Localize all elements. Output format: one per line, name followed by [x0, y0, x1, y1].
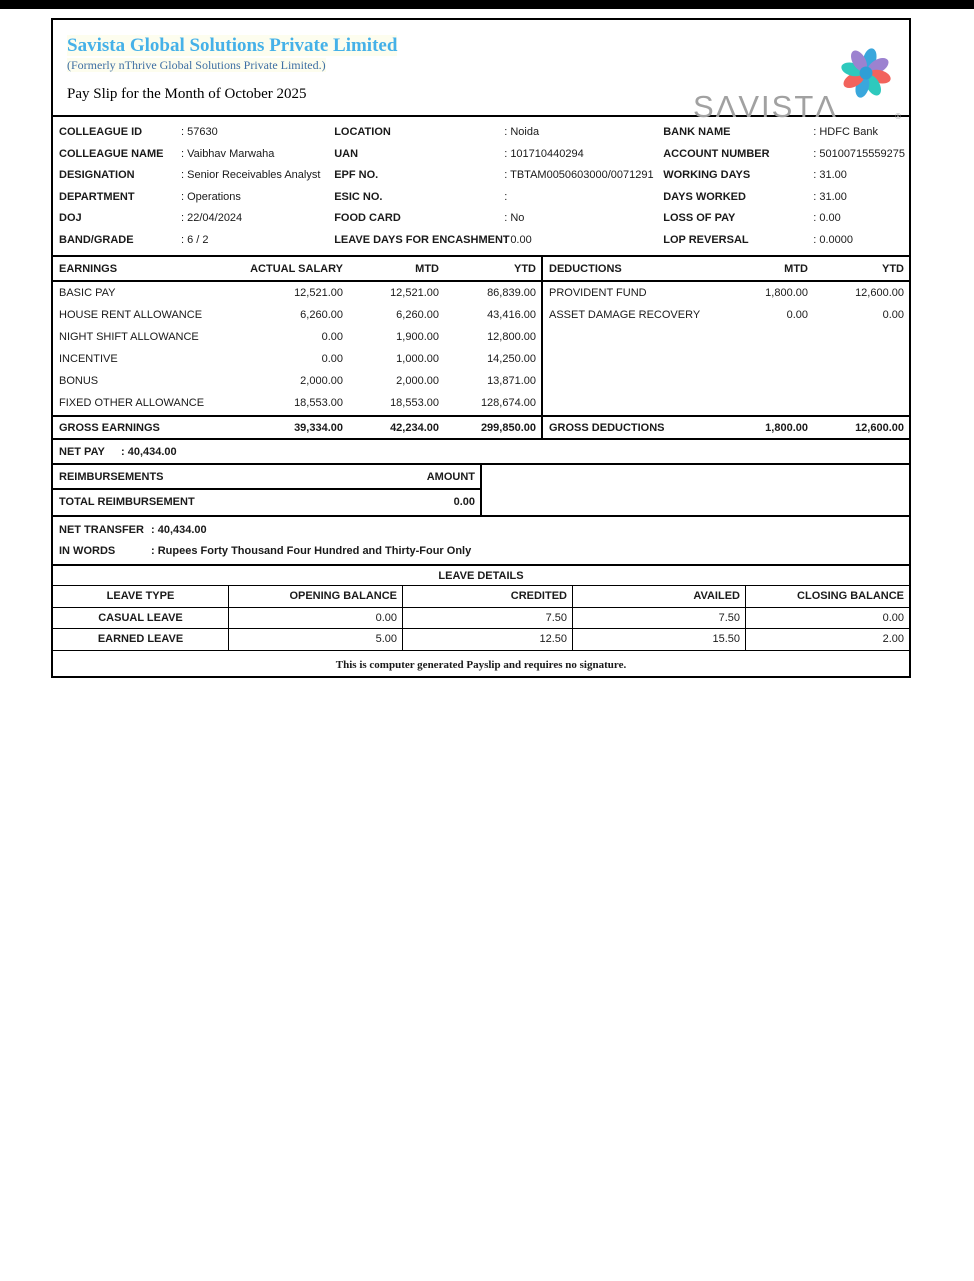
leave-opening: 0.00: [229, 608, 403, 629]
info-label: BAND/GRADE: [59, 233, 134, 246]
availed-header: AVAILED: [573, 586, 746, 607]
earning-actual: 2,000.00: [300, 375, 343, 387]
amount-header: AMOUNT: [426, 471, 475, 483]
info-label: LOCATION: [334, 126, 391, 138]
net-transfer-section: [53, 515, 909, 564]
payslip-header: [53, 20, 909, 124]
info-label: DAYS WORKED: [663, 190, 746, 203]
total-reimbursement-row: [53, 490, 480, 515]
leave-closing: 2.00: [882, 633, 904, 645]
mtd-header: MTD: [415, 263, 439, 275]
earning-ytd: 14,250.00: [487, 353, 536, 365]
info-column-right: [663, 122, 909, 251]
leave-availed: 15.50: [573, 629, 746, 650]
info-value: : TBTAM0050603000/0071291: [504, 169, 654, 181]
info-row-esic-no: [334, 187, 663, 209]
info-column-left: [53, 122, 334, 251]
info-value: : Operations: [181, 190, 241, 203]
reimbursements-table: [53, 465, 482, 515]
info-label: UAN: [334, 147, 359, 160]
deduction-row-asset-damage: [543, 304, 909, 326]
info-row-band-grade: [59, 230, 334, 252]
deductions-header-row: [543, 257, 909, 282]
info-label: LOP REVERSAL: [663, 233, 749, 246]
info-label: ESIC NO.: [334, 190, 383, 203]
reimbursements-section: [53, 463, 909, 515]
info-value: : 0.0000: [813, 233, 853, 246]
closing-balance-header: CLOSING BALANCE: [797, 590, 904, 602]
info-label: FOOD CARD: [334, 212, 401, 224]
company-former-text: (Formerly nThrive Global Solutions Private Limited.): [67, 58, 326, 72]
earning-actual: 6,260.00: [300, 309, 343, 321]
earning-row-basic-pay: [53, 282, 541, 304]
leave-type: CASUAL LEAVE: [53, 608, 229, 629]
info-row-location: [334, 122, 663, 144]
info-value: : HDFC Bank: [813, 126, 879, 138]
info-column-middle: [334, 122, 663, 251]
deductions-mtd-header: MTD: [784, 263, 808, 275]
info-value: : 31.00: [813, 190, 847, 203]
earning-ytd: 12,800.00: [487, 331, 536, 343]
leave-type-header: LEAVE TYPE: [53, 586, 229, 607]
info-value: : 101710440294: [504, 147, 584, 160]
logo-wordmark: SΛVISTΛ: [693, 89, 838, 124]
savista-logo: [689, 48, 899, 122]
leave-credited: 12.50: [403, 629, 573, 650]
deductions-ytd-header: YTD: [882, 263, 904, 275]
info-row-bank-name: [663, 122, 905, 144]
info-value: : 31.00: [813, 169, 847, 181]
earning-name: BONUS: [59, 375, 99, 387]
gross-earnings-ytd: 299,850.00: [480, 422, 536, 434]
net-transfer-value: : 40,434.00: [151, 524, 207, 536]
net-pay-label: NET PAY: [59, 446, 105, 458]
earning-mtd: 18,553.00: [390, 397, 439, 409]
earning-actual: 18,553.00: [294, 397, 343, 409]
reimbursements-header-row: [53, 465, 480, 490]
leave-header-row: [53, 586, 909, 608]
info-value: : Senior Receivables Analyst: [181, 169, 321, 181]
company-name-text: Savista Global Solutions Private Limited: [67, 35, 398, 56]
info-row-lop-reversal: [663, 230, 905, 252]
info-value: : 0.00: [504, 233, 532, 246]
earning-name: INCENTIVE: [59, 353, 118, 365]
deduction-ytd: 12,600.00: [855, 287, 904, 299]
leave-credited: 7.50: [403, 608, 573, 629]
info-label: COLLEAGUE ID: [59, 126, 143, 138]
info-value: : Vaibhav Marwaha: [181, 147, 275, 160]
earnings-rows: [53, 282, 541, 415]
earning-name: FIXED OTHER ALLOWANCE: [59, 397, 205, 409]
info-label: BANK NAME: [663, 126, 731, 138]
opening-balance-header: OPENING BALANCE: [229, 586, 403, 607]
earning-row-fixed-other: [53, 392, 541, 414]
earning-ytd: 86,839.00: [487, 287, 536, 299]
earnings-table: [53, 257, 543, 438]
total-reimbursement-value: 0.00: [453, 496, 475, 508]
leave-details-table: [53, 585, 909, 651]
gross-deductions-mtd: 1,800.00: [765, 422, 808, 434]
gross-deductions-label: GROSS DEDUCTIONS: [549, 422, 665, 434]
deduction-ytd: 0.00: [882, 309, 904, 321]
earnings-header: EARNINGS: [59, 263, 118, 275]
gross-deductions-row: [543, 415, 909, 438]
actual-salary-header: ACTUAL SALARY: [250, 263, 343, 275]
deduction-row-provident-fund: [543, 282, 909, 304]
info-row-designation: [59, 165, 334, 187]
deduction-rows: [543, 282, 909, 415]
info-row-leave-encashment: [334, 230, 663, 252]
earning-name: BASIC PAY: [59, 287, 116, 299]
registered-trademark-icon: ®: [895, 112, 901, 121]
info-label: EPF NO.: [334, 169, 379, 181]
leave-availed: 7.50: [573, 608, 746, 629]
info-label: ACCOUNT NUMBER: [663, 147, 770, 160]
leave-opening: 5.00: [229, 629, 403, 650]
total-reimbursement-label: TOTAL REIMBURSEMENT: [59, 496, 195, 508]
deductions-header: DEDUCTIONS: [549, 263, 622, 275]
info-value: : 50100715559275: [813, 147, 905, 160]
info-label: WORKING DAYS: [663, 169, 751, 181]
info-value: : No: [504, 212, 525, 224]
info-row-colleague-name: [59, 144, 334, 166]
info-row-loss-of-pay: [663, 208, 905, 230]
gross-earnings-mtd: 42,234.00: [390, 422, 439, 434]
earnings-deductions-section: [53, 255, 909, 438]
computer-generated-note: This is computer generated Payslip and requires no signature.: [335, 658, 627, 671]
earning-name: NIGHT SHIFT ALLOWANCE: [59, 331, 199, 343]
deduction-name: ASSET DAMAGE RECOVERY: [549, 309, 701, 321]
net-pay-row: [53, 438, 909, 463]
earning-ytd: 128,674.00: [480, 397, 536, 409]
in-words-row: [59, 541, 909, 562]
info-value: : 22/04/2024: [181, 212, 243, 224]
info-row-colleague-id: [59, 122, 334, 144]
info-label: LOSS OF PAY: [663, 212, 736, 224]
leave-details-title: LEAVE DETAILS: [53, 564, 909, 585]
in-words-value: : Rupees Forty Thousand Four Hundred and Thirty-Four Only: [151, 545, 472, 557]
payslip-document: [51, 18, 911, 678]
info-row-doj: [59, 208, 334, 230]
info-label: DEPARTMENT: [59, 190, 135, 203]
deduction-mtd: 0.00: [786, 309, 808, 321]
info-value: : 0.00: [813, 212, 841, 224]
leave-row-earned: [53, 629, 909, 651]
info-label: LEAVE DAYS FOR ENCASHMENT: [334, 233, 510, 246]
info-value: : 6 / 2: [181, 233, 209, 246]
employee-info-section: [53, 115, 909, 255]
info-value: : 57630: [181, 126, 218, 138]
earning-row-incentive: [53, 348, 541, 370]
earning-mtd: 2,000.00: [396, 375, 439, 387]
info-label: COLLEAGUE NAME: [59, 147, 164, 160]
net-transfer-row: [59, 520, 909, 541]
earning-ytd: 43,416.00: [487, 309, 536, 321]
payslip-month-title: Pay Slip for the Month of October 2025: [67, 86, 307, 102]
earnings-header-row: [53, 257, 541, 282]
earning-ytd: 13,871.00: [487, 375, 536, 387]
deduction-name: PROVIDENT FUND: [549, 287, 647, 299]
gross-earnings-actual: 39,334.00: [294, 422, 343, 434]
earning-row-bonus: [53, 370, 541, 392]
gross-earnings-row: [53, 415, 541, 438]
earning-mtd: 12,521.00: [390, 287, 439, 299]
pinwheel-flower-icon: [839, 46, 893, 100]
info-row-account-number: [663, 144, 905, 166]
info-value: : Noida: [504, 126, 540, 138]
deductions-table: [543, 257, 909, 438]
in-words-label: IN WORDS: [59, 545, 116, 557]
earning-actual: 12,521.00: [294, 287, 343, 299]
leave-closing: 0.00: [882, 611, 904, 624]
earning-mtd: 1,900.00: [396, 331, 439, 343]
credited-header: CREDITED: [403, 586, 573, 607]
info-row-department: [59, 187, 334, 209]
ytd-header: YTD: [514, 263, 536, 275]
info-row-food-card: [334, 208, 663, 230]
info-label: DESIGNATION: [59, 169, 135, 181]
earning-name: HOUSE RENT ALLOWANCE: [59, 309, 203, 321]
info-row-epf-no: [334, 165, 663, 187]
info-row-working-days: [663, 165, 905, 187]
gross-deductions-ytd: 12,600.00: [855, 422, 904, 434]
earning-row-night-shift: [53, 326, 541, 348]
net-pay-value: : 40,434.00: [121, 446, 177, 458]
reimbursements-empty-cell: [482, 465, 909, 515]
info-row-uan: [334, 144, 663, 166]
leave-row-casual: [53, 608, 909, 630]
earning-mtd: 1,000.00: [396, 353, 439, 365]
earning-row-hra: [53, 304, 541, 326]
earning-actual: 0.00: [321, 331, 343, 343]
info-value: :: [504, 190, 508, 203]
info-row-days-worked: [663, 187, 905, 209]
earning-mtd: 6,260.00: [396, 309, 439, 321]
info-label: DOJ: [59, 212, 82, 224]
deduction-mtd: 1,800.00: [765, 287, 808, 299]
gross-earnings-label: GROSS EARNINGS: [59, 422, 160, 434]
net-transfer-label: NET TRANSFER: [59, 524, 144, 536]
earning-actual: 0.00: [321, 353, 343, 365]
leave-type: EARNED LEAVE: [53, 629, 229, 650]
page-top-bar: [0, 0, 974, 9]
reimbursements-label: REIMBURSEMENTS: [59, 471, 164, 483]
